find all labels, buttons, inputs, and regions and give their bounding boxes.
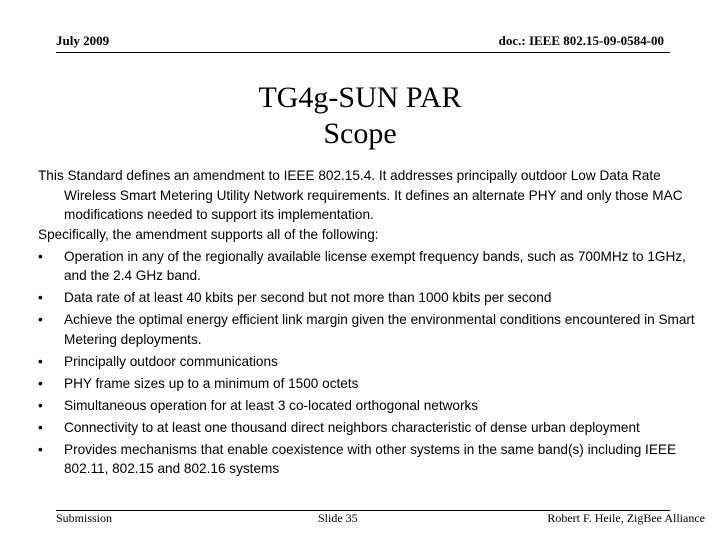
list-item: [38, 374, 698, 394]
list-item: [38, 288, 698, 308]
footer-slide-number: Slide 35: [318, 511, 358, 525]
list-item: [38, 418, 698, 438]
bullet-glyph: •: [38, 248, 43, 264]
header-divider: [56, 52, 670, 53]
list-item: [38, 440, 698, 479]
bullet-glyph: •: [38, 397, 43, 413]
header-date: July 2009: [56, 33, 110, 48]
slide-title: [0, 80, 720, 152]
lead-paragraph: Specifically, the amendment supports all of the following:: [38, 226, 379, 242]
footer-submission: Submission: [56, 511, 113, 525]
bullet-glyph: •: [38, 419, 43, 435]
footer-author: Robert F. Heile, ZigBee Alliance: [547, 511, 705, 525]
list-item: [38, 352, 698, 372]
title-line-2: Scope: [323, 117, 397, 150]
bullet-glyph: •: [38, 353, 43, 369]
bullet-list: [38, 247, 698, 479]
list-item-text: Operation in any of the regionally available license exempt frequency bands, such as 700MHz to 1GHz, and the 2.4 GHz band.: [64, 248, 686, 283]
list-item: [38, 247, 698, 286]
list-item-text: Principally outdoor communications: [64, 353, 278, 369]
list-item-text: Connectivity to at least one thousand direct neighbors characteristic of dense urban deployment: [64, 419, 640, 435]
intro-paragraph: This Standard defines an amendment to IEEE 802.15.4. It addresses principally outdoor Low Data Rate Wireless Smart Metering Utility Network requirements. It defines an alternate PHY and only those MAC modifications needed to support its implementation.: [38, 168, 683, 222]
list-item-text: Provides mechanisms that enable coexistence with other systems in the same band(s) including IEEE 802.11, 802.15 and 802.16 systems: [64, 441, 677, 476]
list-item: [38, 396, 698, 416]
list-item-text: PHY frame sizes up to a minimum of 1500 octets: [64, 375, 359, 391]
slide-body: [38, 166, 698, 479]
list-item-text: Data rate of at least 40 kbits per second but not more than 1000 kbits per second: [64, 290, 552, 305]
header-doc-id: doc.: IEEE 802.15-09-0584-00: [498, 33, 664, 48]
bullet-glyph: •: [38, 290, 43, 305]
list-item-text: Simultaneous operation for at least 3 co-located orthogonal networks: [64, 397, 479, 413]
title-line-1: TG4g-SUN PAR: [258, 81, 462, 114]
list-item-text: Achieve the optimal energy efficient link margin given the environmental conditions encountered in Smart Metering deployments.: [64, 312, 695, 347]
bullet-glyph: •: [38, 441, 43, 457]
list-item: [38, 310, 698, 349]
bullet-glyph: •: [38, 375, 43, 391]
bullet-glyph: •: [38, 312, 43, 327]
